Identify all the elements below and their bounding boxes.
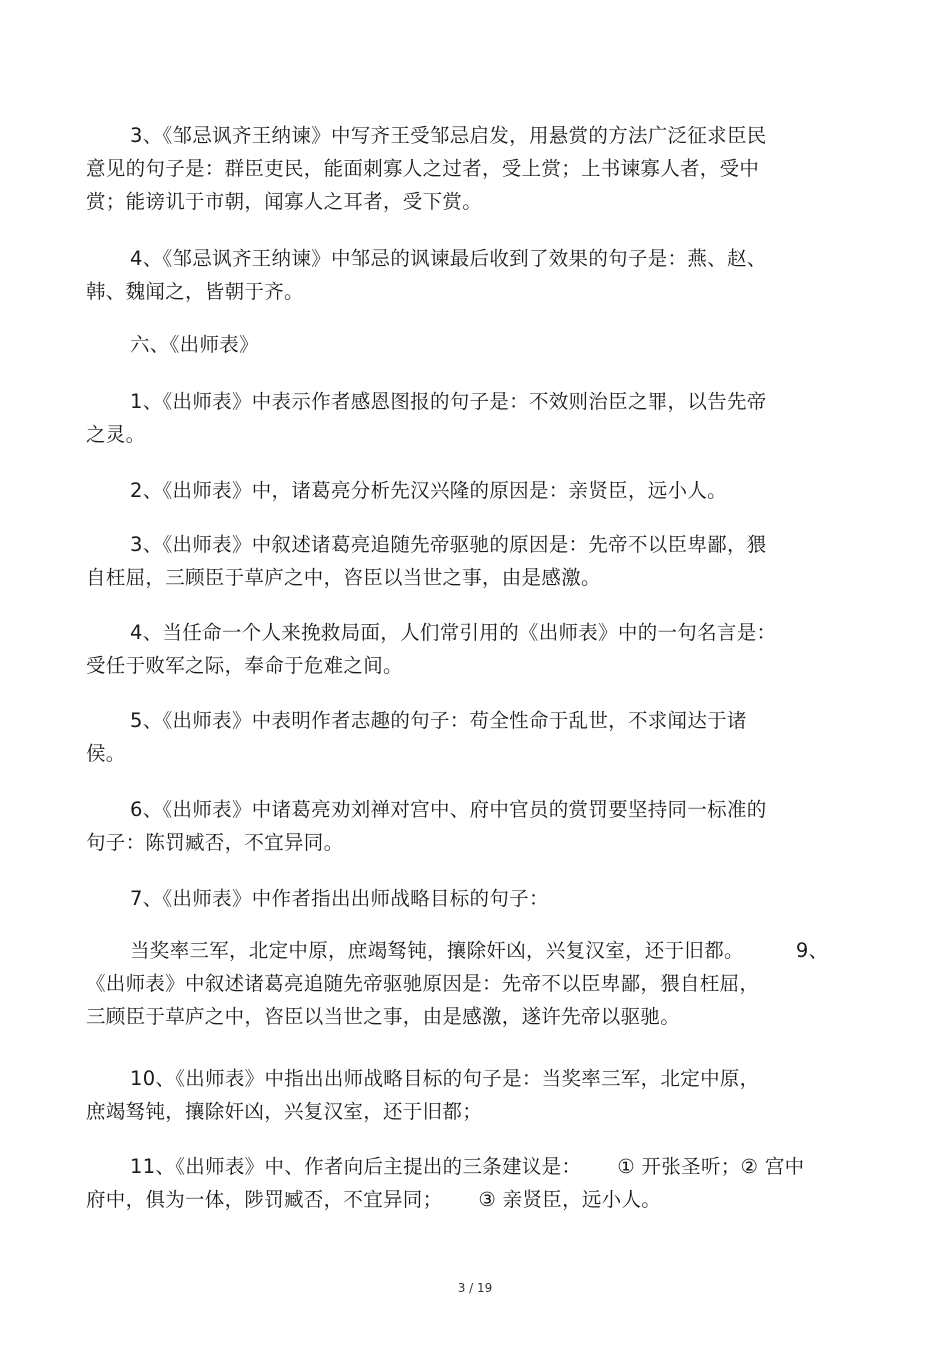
text-line [86,934,866,967]
paragraph-zouji-4 [86,242,866,308]
text-line: 之灵。 [86,423,146,446]
paragraph-chushibiao-1 [86,385,866,451]
paragraph-chushibiao-6 [86,793,866,859]
text-line: 句子：陈罚臧否，不宜异同。 [86,831,344,854]
text-line: 1、《出师表》中表示作者感恩图报的句子是：不效则治臣之罪，以告先帝 [130,390,767,413]
paragraph-chushibiao-4 [86,616,866,682]
text-segment: 11、《出师表》中、作者向后主提出的三条建议是： [130,1155,582,1178]
text-line: 6、《出师表》中诸葛亮劝刘禅对宫中、府中官员的赏罚要坚持同一标准的 [130,798,767,821]
paragraph-chushibiao-10 [86,1062,866,1128]
text-line: 7、《出师表》中作者指出出师战略目标的句子： [130,887,549,910]
text-line: 三顾臣于草庐之中，咨臣以当世之事，由是感激，遂许先帝以驱驰。 [86,1005,681,1028]
text-segment: 府中，俱为一体，陟罚臧否，不宜异同； [86,1188,443,1211]
text-line: 自枉屈，三顾臣于草庐之中，咨臣以当世之事，由是感激。 [86,566,601,589]
text-line: 赏；能谤讥于市朝，闻寡人之耳者，受下赏。 [86,190,483,213]
paragraph-chushibiao-7 [86,882,866,915]
text-line: 10、《出师表》中指出出师战略目标的句子是：当奖率三军，北定中原， [130,1067,760,1090]
text-line: 侯。 [86,742,126,765]
page-number: 3 / 19 [457,1281,493,1295]
text-line: 3、《邹忌讽齐王纳谏》中写齐王受邹忌启发，用悬赏的方法广泛征求臣民 [130,124,767,147]
paragraph-chushibiao-5 [86,704,866,770]
text-segment: 当奖率三军，北定中原，庶竭驽钝，攘除奸凶，兴复汉室，还于旧都。 [130,939,744,962]
item-number: 9、 [795,939,829,962]
text-line: 《出师表》中叙述诸葛亮追随先帝驱驰原因是：先帝不以臣卑鄙，猥自枉屈， [86,972,760,995]
text-line: 韩、魏闻之，皆朝于齐。 [86,280,304,303]
section-heading-chushibiao [86,328,866,361]
text-line: 3、《出师表》中叙述诸葛亮追随先帝驱驰的原因是：先帝不以臣卑鄙，猥 [130,533,767,556]
paragraph-zouji-3 [86,119,866,218]
text-line: 2、《出师表》中，诸葛亮分析先汉兴隆的原因是：亲贤臣，远小人。 [130,479,727,502]
text-segment: ③ 亲贤臣，远小人。 [478,1188,662,1211]
text-line: 受任于败军之际，奉命于危难之间。 [86,654,403,677]
text-segment: ① 开张圣听；② 宫中 [617,1155,805,1178]
text-line [86,1150,866,1183]
text-line [86,1183,866,1216]
paragraph-chushibiao-3 [86,528,866,594]
paragraph-chushibiao-11 [86,1150,866,1216]
section-heading-text: 六、《出师表》 [130,333,259,356]
text-line: 庶竭驽钝，攘除奸凶，兴复汉室，还于旧都； [86,1100,483,1123]
text-line: 4、《邹忌讽齐王纳谏》中邹忌的讽谏最后收到了效果的句子是：燕、赵、 [130,247,767,270]
text-line: 5、《出师表》中表明作者志趣的句子：苟全性命于乱世，不求闻达于诸 [130,709,747,732]
text-line: 4、当任命一个人来挽救局面，人们常引用的《出师表》中的一句名言是： [130,621,777,644]
paragraph-chushibiao-9 [86,934,866,1033]
paragraph-chushibiao-2 [86,474,866,507]
text-line: 意见的句子是：群臣吏民，能面刺寡人之过者，受上赏；上书谏寡人者，受中 [86,157,760,180]
